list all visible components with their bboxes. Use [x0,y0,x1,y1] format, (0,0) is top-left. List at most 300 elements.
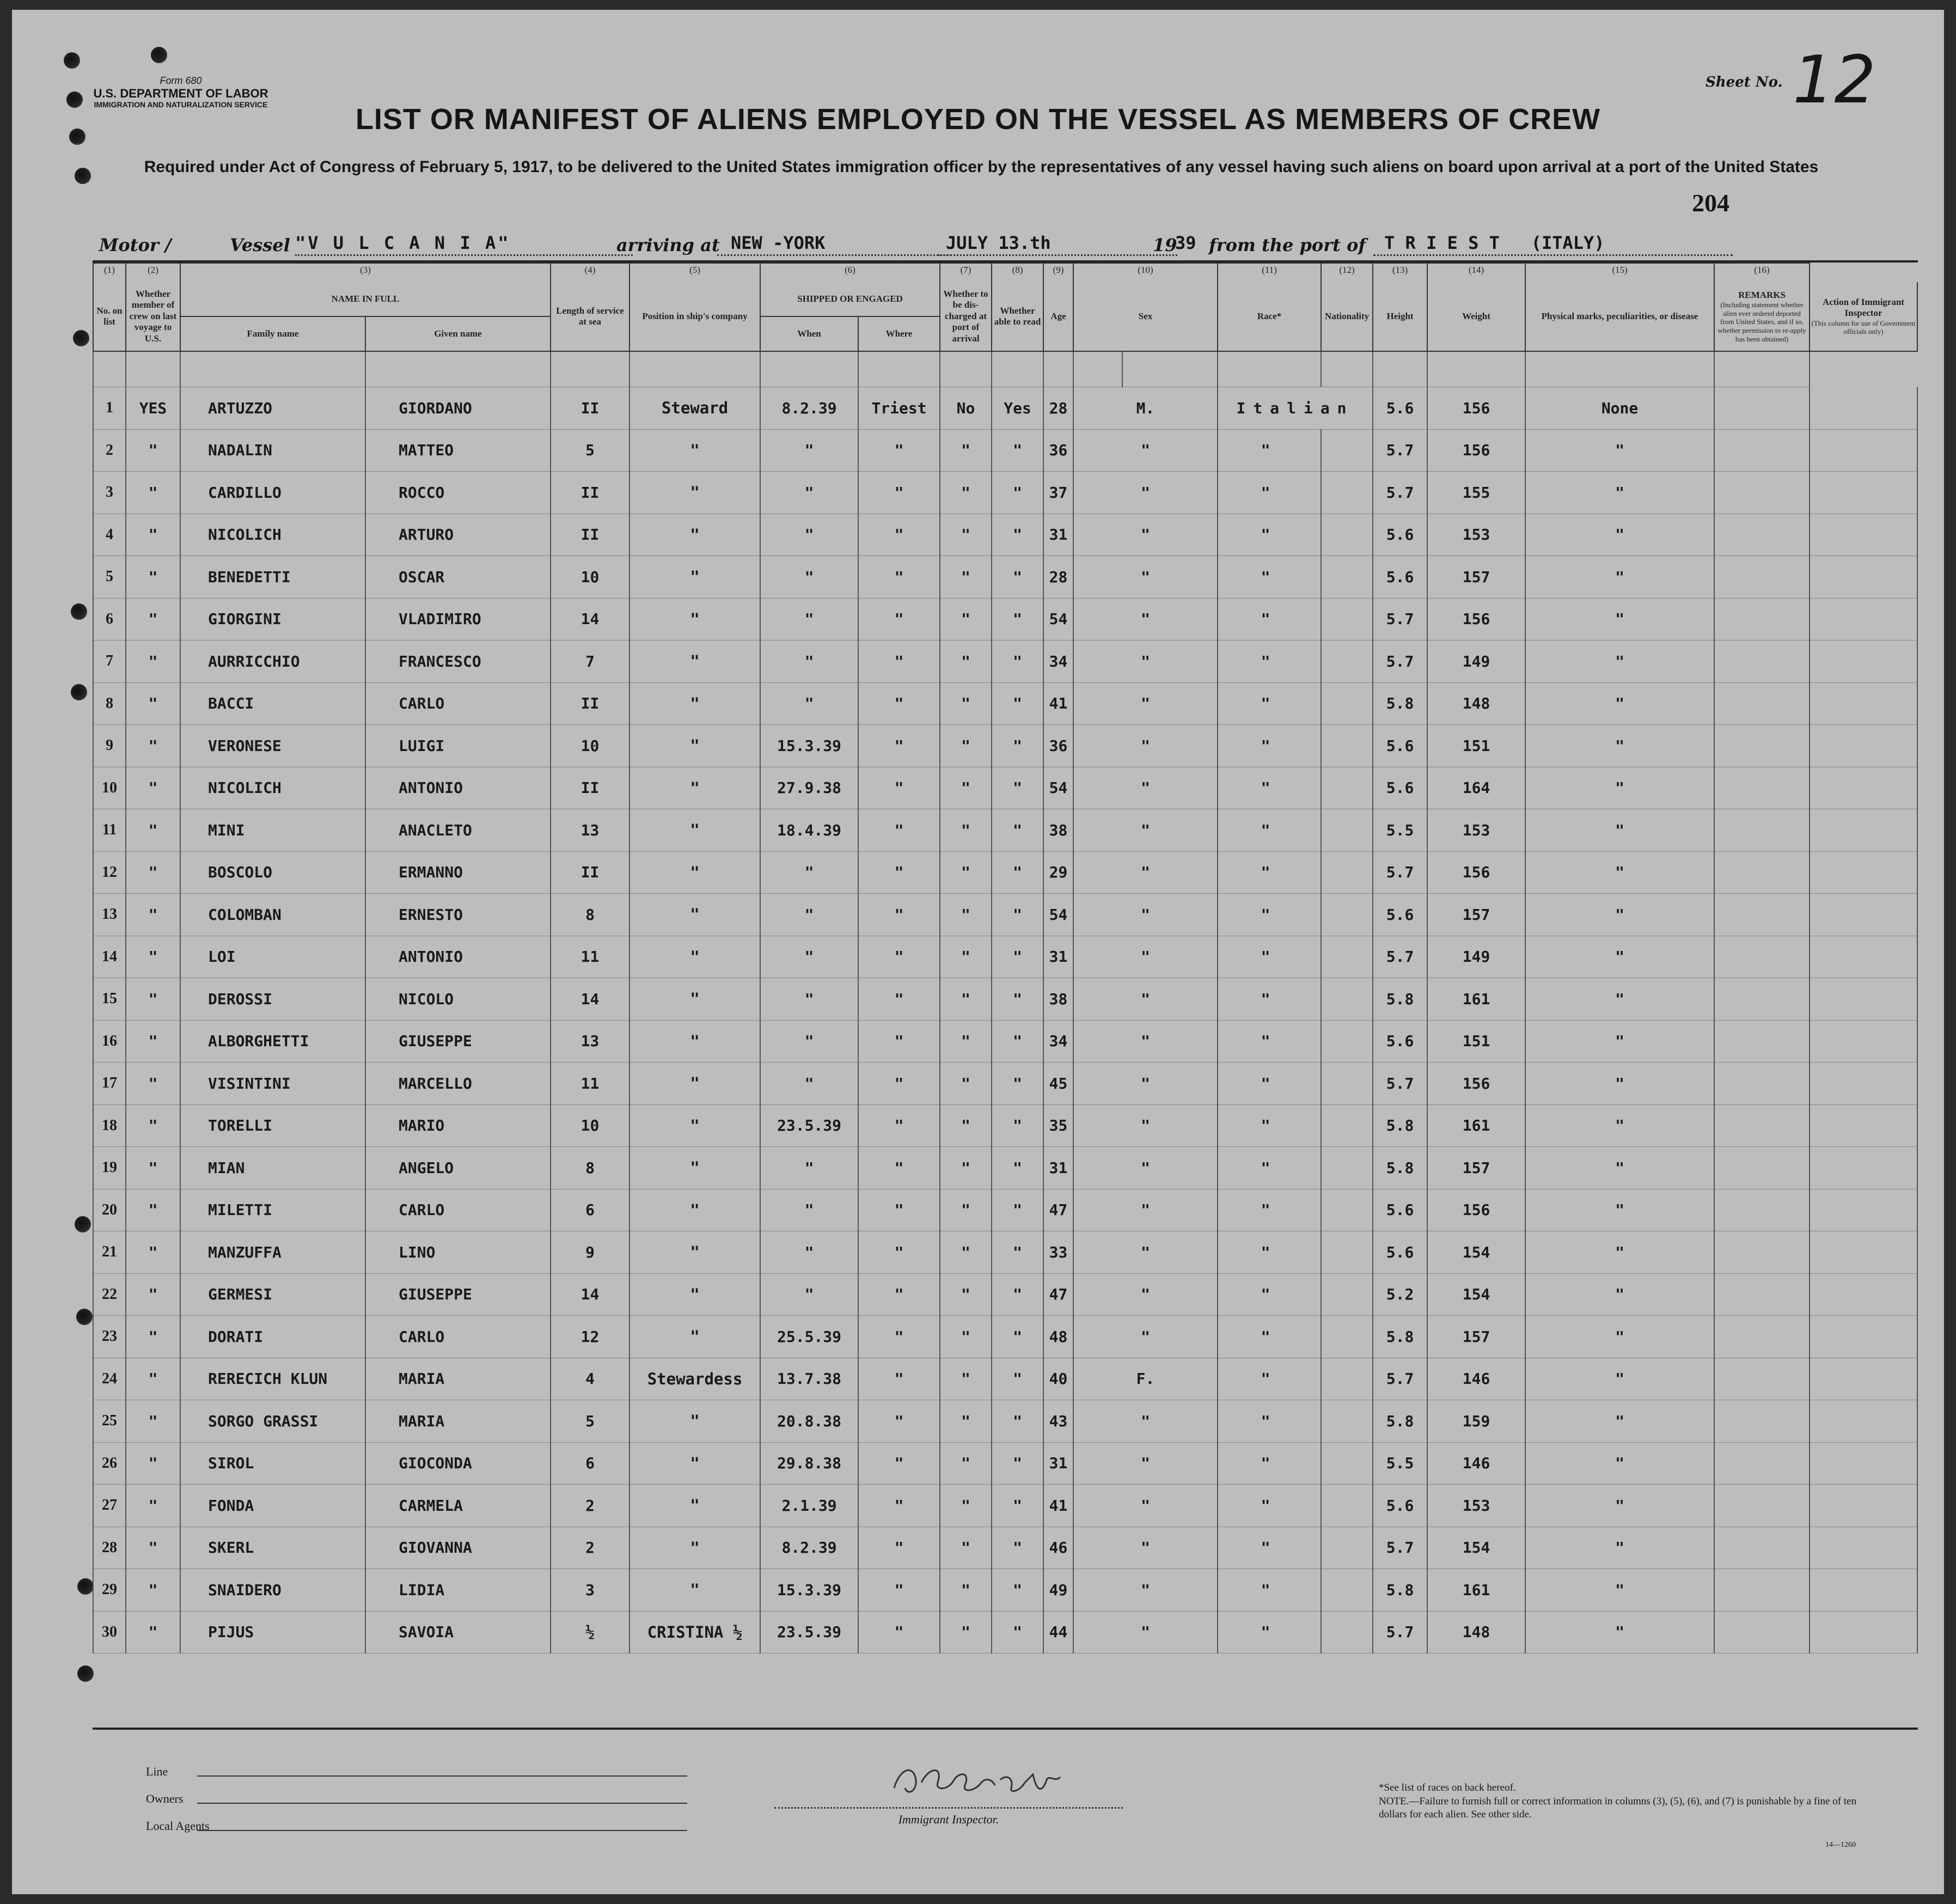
shipped-where-cell: " [858,1527,940,1569]
col-num-16: (16) [1714,263,1810,282]
no-on-list-header: No. on list [93,282,126,351]
race-cell: " [1218,472,1321,514]
discharged-cell: " [940,556,992,599]
able-read-cell: " [992,1400,1043,1443]
physical-marks-cell: " [1525,1020,1714,1063]
last-voyage-cell: " [126,1527,180,1569]
length-service-cell: 10 [551,556,629,599]
table-row [93,1485,1917,1527]
given-name-cell: MARCELLO [365,1063,551,1105]
table-row [93,1527,1917,1569]
inspector-signature [883,1758,1079,1802]
remarks-cell [1714,767,1810,809]
race-cell: " [1218,1569,1321,1612]
last-voyage-cell: " [126,725,180,767]
shipped-when-cell: 27.9.38 [760,767,858,809]
height-header: Height [1373,282,1427,351]
shipped-when-cell: 20.8.38 [760,1400,858,1443]
binder-hole-icon [75,168,91,184]
weight-cell: 151 [1427,1020,1525,1063]
row-number-cell: 14 [93,936,126,978]
row-number-cell: 10 [93,767,126,809]
shipped-where-cell: " [858,1063,940,1105]
action-inspector-cell [1810,598,1917,640]
able-read-cell: " [992,472,1043,514]
sex-cell: " [1073,894,1218,936]
race-cell: " [1218,978,1321,1021]
row-number-cell: 29 [93,1569,126,1612]
table-row [93,1189,1917,1231]
sex-header: Sex [1073,282,1218,351]
race-cell: " [1218,767,1321,809]
given-name-cell: CARMELA [365,1485,551,1527]
height-cell: 5.7 [1373,851,1427,894]
remarks-cell [1714,1316,1810,1358]
height-cell: 5.6 [1373,387,1427,430]
shipped-where-cell: " [858,1358,940,1400]
age-cell: 49 [1043,1569,1073,1612]
shipped-where-cell: " [858,556,940,599]
sex-cell: " [1073,1442,1218,1485]
able-read-cell: " [992,1231,1043,1274]
height-cell: 5.7 [1373,429,1427,472]
nationality-cell [1321,1569,1373,1612]
arriving-port: NEW -YORK [731,233,826,253]
able-read-cell: " [992,936,1043,978]
shipped-when-cell: " [760,514,858,556]
binder-hole-icon [64,52,80,69]
print-code: 14—1260 [1825,1841,1856,1849]
length-service-cell: II [551,387,629,430]
age-cell: 35 [1043,1104,1073,1147]
able-read-cell: " [992,1358,1043,1400]
family-name-cell: NICOLICH [180,767,365,809]
family-name-cell: SORGO GRASSI [180,1400,365,1443]
height-cell: 5.7 [1373,1063,1427,1105]
length-service-cell: 13 [551,809,629,852]
race-cell: " [1218,1316,1321,1358]
from-port-line [1373,254,1733,256]
nationality-cell [1321,978,1373,1021]
action-inspector-cell [1810,556,1917,599]
last-voyage-cell: " [126,1189,180,1231]
last-voyage-cell: " [126,1231,180,1274]
shipped-where-cell: " [858,1569,940,1612]
col-num-3: (3) [180,263,551,282]
last-voyage-cell: " [126,472,180,514]
length-service-cell: ½ [551,1611,629,1653]
weight-cell: 149 [1427,640,1525,683]
action-inspector-cell [1810,1569,1917,1612]
service-name: IMMIGRATION AND NATURALIZATION SERVICE [94,100,268,109]
given-name-cell: GIOVANNA [365,1527,551,1569]
able-read-cell: " [992,1569,1043,1612]
row-number-cell: 22 [93,1273,126,1316]
height-cell: 5.6 [1373,514,1427,556]
given-name-cell: MATTEO [365,429,551,472]
sex-cell: " [1073,682,1218,725]
remarks-cell [1714,936,1810,978]
table-row [93,809,1917,852]
sex-cell: " [1073,640,1218,683]
able-read-cell: " [992,514,1043,556]
shipped-when-cell: " [760,598,858,640]
discharged-cell: " [940,1527,992,1569]
table-row [93,1611,1917,1653]
row-number-cell: 23 [93,1316,126,1358]
length-service-cell: 11 [551,936,629,978]
col-num-8: (8) [992,263,1043,282]
race-cell: " [1218,1358,1321,1400]
race-cell: " [1218,936,1321,978]
physical-marks-cell: " [1525,472,1714,514]
nationality-cell [1321,851,1373,894]
age-cell: 45 [1043,1063,1073,1105]
able-read-cell: " [992,1189,1043,1231]
able-read-header: Whether able to read [992,282,1043,351]
row-number-cell: 13 [93,894,126,936]
shipped-when-cell: " [760,1189,858,1231]
race-cell: " [1218,429,1321,472]
nationality-cell [1321,640,1373,683]
length-service-cell: II [551,767,629,809]
nationality-cell [1321,514,1373,556]
col-num-7: (7) [940,263,992,282]
arriving-label: arriving at [616,235,720,255]
action-inspector-cell [1810,851,1917,894]
table-row [93,682,1917,725]
remarks-cell [1714,1442,1810,1485]
race-cell: " [1218,1400,1321,1443]
sex-cell: F. [1073,1358,1218,1400]
shipped-when-cell: 2.1.39 [760,1485,858,1527]
sex-cell: " [1073,472,1218,514]
age-cell: 31 [1043,1147,1073,1189]
height-cell: 5.5 [1373,1442,1427,1485]
given-name-cell: MARIO [365,1104,551,1147]
table-row [93,1063,1917,1105]
age-cell: 46 [1043,1527,1073,1569]
action-inspector-cell [1810,387,1917,430]
position-header: Position in ship's company [629,282,760,351]
family-name-cell: SIROL [180,1442,365,1485]
age-cell: 34 [1043,1020,1073,1063]
table-row [93,1273,1917,1316]
position-cell: " [629,1020,760,1063]
age-cell: 43 [1043,1400,1073,1443]
physical-marks-cell: " [1525,1104,1714,1147]
length-service-cell: 4 [551,1358,629,1400]
shipped-where-cell: " [858,472,940,514]
able-read-cell: Yes [992,387,1043,430]
vessel-label: Vessel [230,235,290,255]
sex-cell: " [1073,1189,1218,1231]
col-num-14: (14) [1427,263,1525,282]
sex-cell: " [1073,809,1218,852]
age-cell: 29 [1043,851,1073,894]
sex-cell: " [1073,1063,1218,1105]
sheet-number-value: 12 [1793,42,1876,118]
height-cell: 5.7 [1373,1527,1427,1569]
position-cell: " [629,978,760,1021]
discharged-cell: " [940,514,992,556]
length-service-cell: 9 [551,1231,629,1274]
length-service-cell: 11 [551,1063,629,1105]
remarks-cell [1714,1273,1810,1316]
sex-cell: " [1073,1611,1218,1653]
remarks-cell [1714,1231,1810,1274]
nationality-cell [1321,1611,1373,1653]
table-row [93,640,1917,683]
shipped-where-cell: " [858,725,940,767]
family-name-cell: BENEDETTI [180,556,365,599]
nationality-cell [1321,809,1373,852]
able-read-cell: " [992,1611,1043,1653]
shipped-when-cell: 13.7.38 [760,1358,858,1400]
table-row [93,1104,1917,1147]
physical-marks-cell: " [1525,1189,1714,1231]
arrival-date-line [938,254,1177,256]
nationality-cell [1321,1063,1373,1105]
column-header-row [93,282,1917,316]
discharged-cell: " [940,725,992,767]
discharged-cell: " [940,1063,992,1105]
binder-hole-icon [77,1665,94,1682]
height-cell: 5.6 [1373,556,1427,599]
sex-cell: " [1073,936,1218,978]
able-read-cell: " [992,1485,1043,1527]
action-inspector-cell [1810,1527,1917,1569]
action-inspector-cell [1810,1147,1917,1189]
position-cell: " [629,640,760,683]
remarks-title: REMARKS [1738,289,1786,300]
action-inspector-cell [1810,1442,1917,1485]
given-name-cell: ANTONIO [365,767,551,809]
physical-marks-cell: " [1525,978,1714,1021]
last-voyage-cell: " [126,514,180,556]
physical-marks-cell: " [1525,1527,1714,1569]
form-number: Form 680 [160,75,202,86]
given-name-cell: FRANCESCO [365,640,551,683]
family-name-cell: NICOLICH [180,514,365,556]
physical-marks-cell: " [1525,1231,1714,1274]
weight-cell: 157 [1427,556,1525,599]
age-cell: 41 [1043,682,1073,725]
position-cell: " [629,809,760,852]
given-name-cell: ANGELO [365,1147,551,1189]
weight-cell: 159 [1427,1400,1525,1443]
age-cell: 44 [1043,1611,1073,1653]
height-cell: 5.7 [1373,936,1427,978]
last-voyage-cell: " [126,1147,180,1189]
action-inspector-header [1810,282,1917,351]
col-num-2: (2) [126,263,180,282]
family-name-cell: MIAN [180,1147,365,1189]
footer-notes [1379,1781,1880,1822]
last-voyage-cell: " [126,1611,180,1653]
position-cell: " [629,1442,760,1485]
length-service-cell: II [551,682,629,725]
last-voyage-cell: " [126,978,180,1021]
family-name-cell: GERMESI [180,1273,365,1316]
last-voyage-cell: " [126,851,180,894]
able-read-cell: " [992,1527,1043,1569]
remarks-cell [1714,978,1810,1021]
physical-marks-cell: " [1525,1485,1714,1527]
length-service-cell: 13 [551,1020,629,1063]
height-cell: 5.2 [1373,1273,1427,1316]
position-cell: " [629,1104,760,1147]
able-read-cell: " [992,1316,1043,1358]
last-voyage-cell: YES [126,387,180,430]
sex-cell: " [1073,767,1218,809]
row-number-cell: 20 [93,1189,126,1231]
remarks-cell [1714,598,1810,640]
owners-label: Owners [146,1792,184,1805]
row-number-cell: 17 [93,1063,126,1105]
length-service-cell: 10 [551,725,629,767]
height-cell: 5.5 [1373,809,1427,852]
age-cell: 54 [1043,767,1073,809]
table-row [93,429,1917,472]
age-cell: 34 [1043,640,1073,683]
nationality-cell [1321,1316,1373,1358]
last-voyage-cell: " [126,1063,180,1105]
discharged-cell: " [940,1104,992,1147]
col-num-13: (13) [1373,263,1427,282]
column-number-row [93,263,1917,282]
sex-cell: " [1073,1400,1218,1443]
physical-marks-cell: " [1525,682,1714,725]
family-name-cell: TORELLI [180,1104,365,1147]
length-service-header: Length of service at sea [551,282,629,351]
able-read-cell: " [992,1104,1043,1147]
action-inspector-cell [1810,472,1917,514]
position-cell: " [629,1400,760,1443]
age-cell: 40 [1043,1358,1073,1400]
sex-cell: " [1073,429,1218,472]
shipped-where-cell: " [858,1147,940,1189]
given-name-cell: CARLO [365,682,551,725]
action-inspector-cell [1810,429,1917,472]
discharged-cell: " [940,1358,992,1400]
shipped-when-cell: " [760,1020,858,1063]
discharged-cell: " [940,1485,992,1527]
nationality-cell [1321,556,1373,599]
table-row [93,598,1917,640]
given-name-cell: SAVOIA [365,1611,551,1653]
remarks-note: (Including statement whether alien ever ordered deported from United States, and if so, whether permission to re-apply has been obtained) [1717,301,1806,343]
binder-hole-icon [151,47,167,63]
given-name-cell: LIDIA [365,1569,551,1612]
family-name-cell: DORATI [180,1316,365,1358]
col-num-4: (4) [551,263,629,282]
row-number-cell: 30 [93,1611,126,1653]
given-name-cell: VLADIMIRO [365,598,551,640]
height-cell: 5.8 [1373,1569,1427,1612]
last-voyage-cell: " [126,1358,180,1400]
discharged-cell: " [940,1273,992,1316]
age-cell: 38 [1043,978,1073,1021]
remarks-cell [1714,809,1810,852]
sex-cell: " [1073,1147,1218,1189]
action-inspector-cell [1810,1400,1917,1443]
weight-cell: 153 [1427,1485,1525,1527]
nationality-cell [1321,1147,1373,1189]
position-cell: " [629,1147,760,1189]
remarks-cell [1714,894,1810,936]
shipped-when-cell: " [760,429,858,472]
nationality-header: Nationality [1321,282,1373,351]
remarks-cell [1714,472,1810,514]
physical-marks-cell: " [1525,1442,1714,1485]
penalty-note: NOTE.—Failure to furnish full or correct information in columns (3), (5), (6), and (7) is punishable by a fine of ten dollars for each alien. See other side. [1379,1795,1856,1821]
discharged-cell: " [940,598,992,640]
race-cell: " [1218,1189,1321,1231]
col-num-9: (9) [1043,263,1073,282]
shipped-when-cell: " [760,894,858,936]
age-cell: 31 [1043,1442,1073,1485]
physical-marks-cell: " [1525,1611,1714,1653]
table-row [93,1147,1917,1189]
shipped-when-cell: 25.5.39 [760,1316,858,1358]
row-number-cell: 18 [93,1104,126,1147]
last-voyage-cell: " [126,640,180,683]
last-voyage-cell: " [126,1569,180,1612]
height-cell: 5.6 [1373,894,1427,936]
age-cell: 31 [1043,514,1073,556]
arriving-port-line [717,254,951,256]
family-name-cell: VERONESE [180,725,365,767]
shipped-where-cell: " [858,598,940,640]
table-row [93,1358,1917,1400]
shipped-where-cell: " [858,767,940,809]
weight-cell: 153 [1427,514,1525,556]
discharged-cell: " [940,851,992,894]
row-number-cell: 2 [93,429,126,472]
action-inspector-cell [1810,1358,1917,1400]
year-suffix: 39 [1175,233,1196,253]
discharged-cell: No [940,387,992,430]
nationality-cell [1321,1485,1373,1527]
able-read-cell: " [992,682,1043,725]
race-cell: " [1218,1273,1321,1316]
position-cell: " [629,725,760,767]
discharged-cell: " [940,894,992,936]
binder-hole-icon [77,1578,94,1595]
family-name-cell: SNAIDERO [180,1569,365,1612]
race-cell: " [1218,1442,1321,1485]
line-underline [197,1775,687,1777]
sex-cell: " [1073,1316,1218,1358]
length-service-cell: 7 [551,640,629,683]
row-number-cell: 21 [93,1231,126,1274]
family-name-cell: SKERL [180,1527,365,1569]
arrival-date: JULY 13.th [946,233,1051,253]
height-cell: 5.7 [1373,1611,1427,1653]
sex-cell: " [1073,514,1218,556]
name-in-full-header: NAME IN FULL [180,282,551,316]
height-cell: 5.8 [1373,1147,1427,1189]
row-number-cell: 8 [93,682,126,725]
age-cell: 54 [1043,598,1073,640]
shipped-when-cell: " [760,682,858,725]
weight-cell: 157 [1427,1147,1525,1189]
action-inspector-title: Action of Immigrant Inspector [1822,297,1905,319]
immigrant-inspector-label: Immigrant Inspector. [898,1813,999,1826]
shipped-engaged-header: SHIPPED OR ENGAGED [760,282,940,316]
age-cell: 33 [1043,1231,1073,1274]
